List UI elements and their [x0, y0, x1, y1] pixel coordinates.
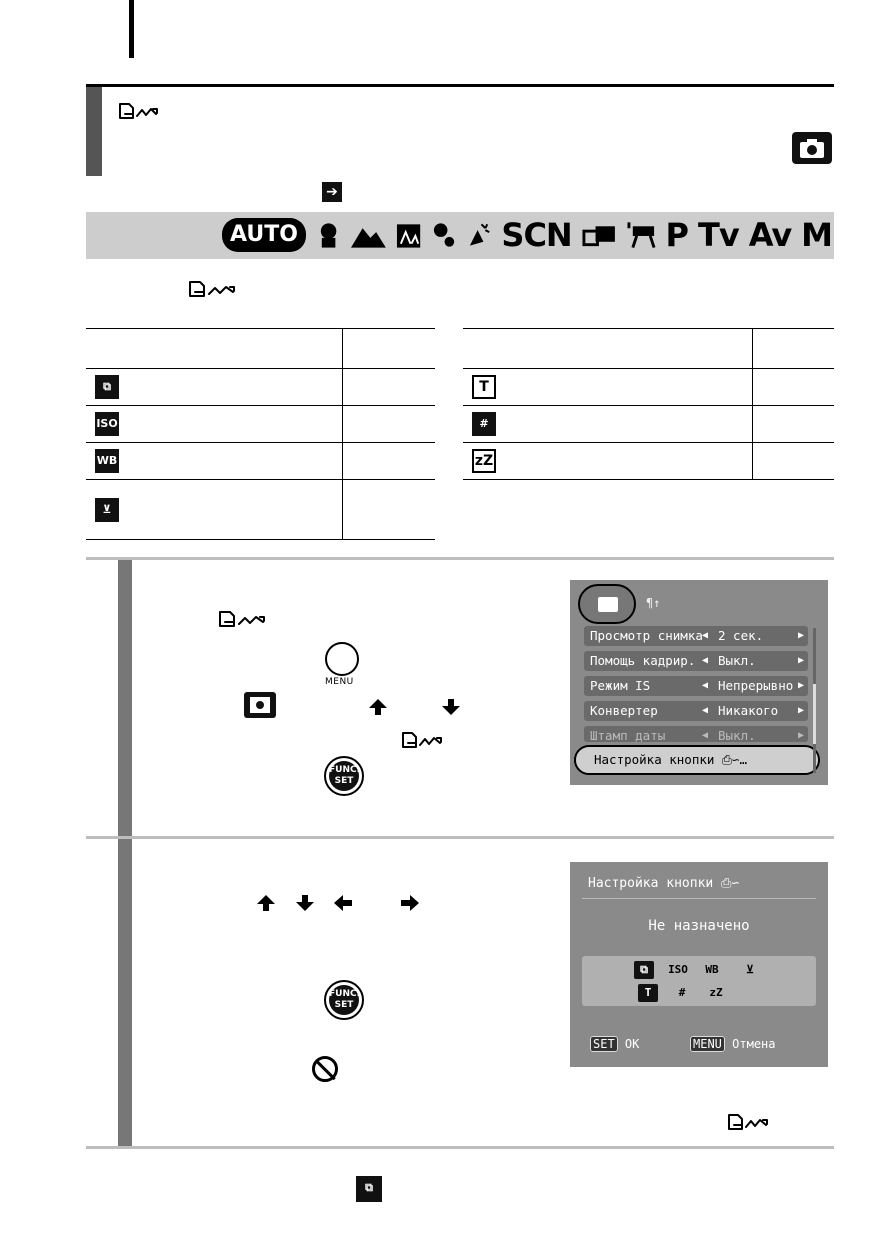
auto-mode-icon: AUTO [222, 218, 306, 252]
arrow-right-icon: ➔ [322, 182, 342, 202]
step-1-bar [118, 560, 132, 836]
table-header-row [463, 329, 834, 369]
table-header-row [86, 329, 435, 369]
custom-white-balance-icon: ⊻ [745, 963, 755, 976]
up-arrow-icon [256, 894, 276, 912]
camera-menu-screenshot [570, 580, 828, 785]
scn-mode-label: SCN [501, 216, 572, 254]
menu-button-label: MENU [325, 677, 354, 687]
screen-title: Настройка кнопки ⎙∽ [588, 876, 740, 891]
menu-cancel-hint: MENU Отмена [690, 1037, 776, 1051]
display-off-icon: zZ [709, 986, 723, 999]
portrait-mode-icon [316, 220, 341, 250]
set-ok-hint: SET OK [590, 1037, 639, 1051]
setup-tab-icon: ¶↑ [646, 596, 661, 610]
red-eye-correction-icon: ⧉ [95, 375, 119, 399]
button-setting-screenshot [570, 862, 828, 1067]
bottom-rule [86, 1146, 834, 1149]
red-eye-correction-icon: ⧉ [356, 1176, 382, 1202]
night-scene-mode-icon [396, 220, 421, 250]
highlighted-menu-row: Настройка кнопки ⎙∽… [574, 745, 820, 775]
table-row [86, 369, 435, 406]
white-balance-icon: WB [705, 963, 719, 976]
print-share-icon [400, 730, 450, 750]
indoor-party-mode-icon [466, 220, 491, 250]
iso-icon: ISO [668, 963, 688, 976]
av-mode-label: Av [748, 216, 792, 254]
right-arrow-icon [400, 894, 420, 912]
display-overlay-icon: T [638, 984, 658, 1002]
table-row [463, 406, 834, 443]
display-off-icon: zZ [472, 449, 496, 473]
shooting-menu-tab [578, 584, 636, 624]
step-2-top-rule [86, 836, 834, 839]
up-arrow-icon [368, 698, 388, 716]
print-share-icon [117, 100, 161, 122]
screen-separator [582, 898, 816, 899]
function-table-left [86, 328, 435, 540]
landscape-mode-icon [351, 220, 386, 250]
down-arrow-icon [295, 894, 315, 912]
down-arrow-icon [441, 698, 461, 716]
kids-pets-mode-icon [431, 220, 456, 250]
page-edge-tick [129, 0, 134, 58]
camera-icon [598, 597, 618, 612]
step-2-bar [118, 839, 132, 1146]
step-1-top-rule [86, 557, 834, 560]
movie-mode-icon [627, 220, 656, 250]
menu-row: Режим IS ◀ Непрерывно ▶ [584, 676, 808, 696]
function-icon-grid [582, 956, 816, 1006]
table-row [86, 480, 435, 540]
menu-button-icon [325, 642, 359, 676]
table-row [86, 406, 435, 443]
table-row [86, 443, 435, 480]
print-share-icon [186, 278, 244, 300]
red-eye-correction-icon: ⧉ [634, 961, 654, 979]
left-arrow-icon [333, 894, 353, 912]
prohibited-icon [312, 1056, 338, 1082]
p-mode-label: P [665, 216, 688, 254]
menu-row: Штамп даты ◀ Выкл. ▶ [584, 726, 808, 742]
scrollbar-thumb [813, 684, 816, 744]
function-table-right [463, 328, 834, 480]
grid-lines-icon: # [678, 986, 686, 999]
func-set-button-icon: FUNC. SET [324, 980, 364, 1020]
menu-row: Конвертер ◀ Никакого ▶ [584, 701, 808, 721]
camera-mode-icon [792, 132, 832, 164]
m-mode-label: M [801, 216, 833, 254]
shooting-tab-icon [244, 692, 276, 718]
func-set-button-icon: FUNC. SET [324, 756, 364, 796]
section-heading-bar [86, 87, 102, 176]
print-share-icon [726, 1112, 776, 1132]
tv-mode-label: Tv [698, 216, 739, 254]
menu-row: Помощь кадрир. ◀ Выкл. ▶ [584, 651, 808, 671]
mode-icons [222, 214, 832, 256]
assignment-status: Не назначено [648, 918, 750, 934]
iso-icon: ISO [95, 412, 119, 436]
menu-row: Просмотр снимка ◀ 2 сек. ▶ [584, 626, 808, 646]
display-overlay-icon: T [472, 375, 496, 399]
section-heading-box [86, 84, 834, 176]
table-row [463, 443, 834, 480]
custom-white-balance-icon: ⊻ [95, 498, 119, 522]
grid-lines-icon: # [472, 412, 496, 436]
table-row [463, 369, 834, 406]
white-balance-icon: WB [95, 449, 119, 473]
print-share-icon [216, 608, 274, 630]
stitch-assist-mode-icon [582, 220, 617, 250]
